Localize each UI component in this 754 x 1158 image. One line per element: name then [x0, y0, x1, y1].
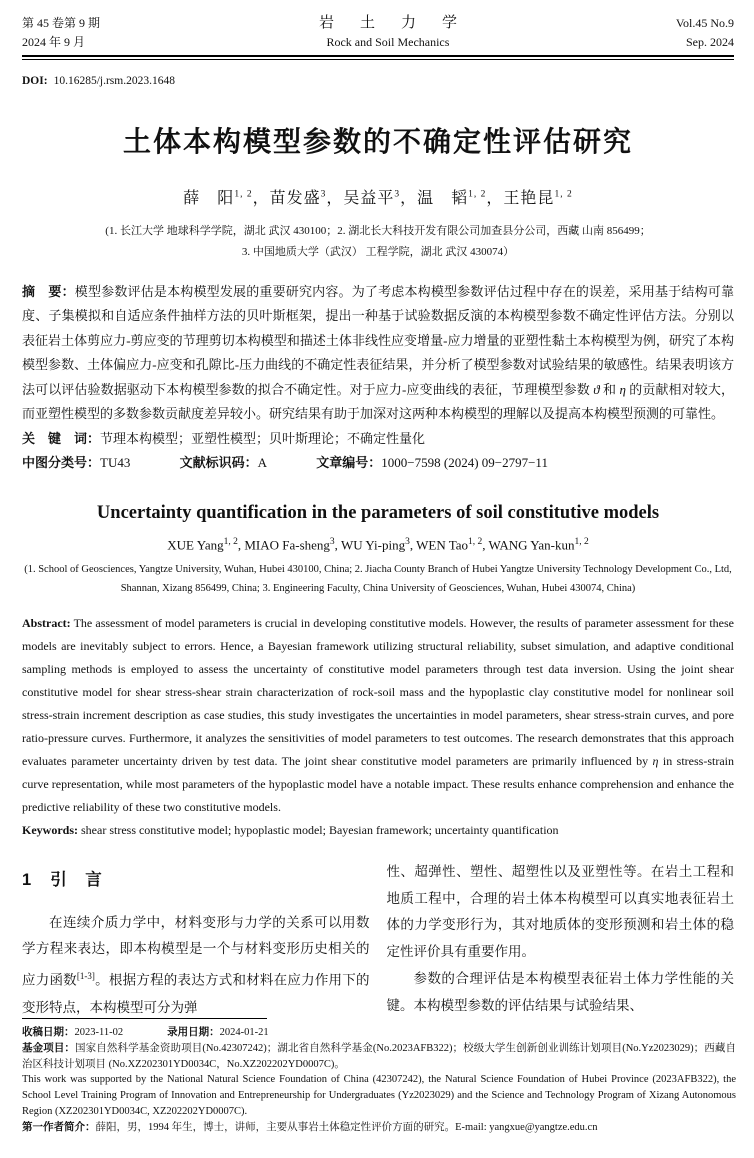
- affiliation-zh-line1: (1. 长江大学 地球科学学院，湖北 武汉 430100；2. 湖北长大科技开发有限公司加查县分公司，西藏 山南 856499；: [105, 224, 651, 237]
- header-volume-block: [676, 14, 734, 52]
- intro-paragraph-1: 在连续介质力学中，材料变形与力学的关系可以用数学方程来表达，即本构模型是一个与材料变形历史相关的应力函数[1-3]。根据方程的表达方式和材料在应力作用下的变形特点，本构模型可分为弹: [22, 914, 370, 1015]
- footnote-block: [22, 1018, 736, 1136]
- abstract-zh-label: 摘 要：: [22, 283, 75, 299]
- keywords-en-text: shear stress constitutive model; hypoplastic model; Bayesian framework; uncertainty quantification: [78, 822, 559, 837]
- clc-number: 中图分类号：TU43: [22, 455, 131, 470]
- article-number: 文章编号：1000−7598 (2024) 09−2797−11: [316, 455, 548, 470]
- paper-title-en: Uncertainty quantification in the parameters of soil constitutive models: [96, 502, 660, 523]
- funding-en-line: This work was supported by the National Natural Science Foundation of China (42307242), the Natural Science Foundation of Hubei Province (2023AFB322), the School Level Training Program of Innovation and Entrepreneurship for Undergraduates (Yz2023029) and the Science and Technology Program of Xizang Autonomous Region (XZ202301YD0034C, XZ202202YD0007C).: [22, 1074, 736, 1117]
- intro-columns: [22, 859, 734, 1021]
- theta-symbol: ϑ: [593, 381, 600, 397]
- header-issue-block: [22, 14, 100, 52]
- citation-ref: [1-3]: [76, 971, 95, 982]
- column-left: [22, 859, 370, 1021]
- eta-symbol-en: η: [652, 753, 659, 768]
- journal-title-zh: 岩土力学: [318, 15, 483, 31]
- column-right: [387, 859, 735, 1021]
- intro-paragraph-1-cont: 性、超弹性、塑性、超塑性以及亚塑性等。在岩土工程和地质工程中，合理的岩土体本构模型可以真实地表征岩土体的力学变形行为，其对地质体的变形预测和岩土体的稳定性评价具有重要作用。: [386, 863, 734, 960]
- paper-title-zh: 土体本构模型参数的不确定性评估研究: [122, 125, 633, 157]
- issue-date-zh: 2024 年 9 月: [22, 35, 86, 49]
- journal-header: [22, 14, 734, 52]
- issue-date-en: Sep. 2024: [686, 35, 734, 49]
- keywords-en-line: [22, 819, 734, 842]
- affiliations-en: (1. School of Geosciences, Yangtze University, Wuhan, Hubei 430100, China; 2. Jiacha County Branch of Hubei Yangtze University Technology Development Co., Ltd, Shannan, Xizang 856499, China; 3. Engineering Faculty, China University of Geosciences, Wuhan, Hubei 430074, China): [24, 563, 732, 594]
- received-date: 2023-11-02: [74, 1027, 124, 1038]
- keywords-en-label: Keywords:: [22, 822, 78, 837]
- intro-paragraph-2: 参数的合理评估是本构模型表征岩土体力学性能的关键。本构模型参数的评估结果与试验结果、: [386, 971, 734, 1013]
- section-1-heading: 1 引 言: [22, 870, 103, 889]
- header-divider: [22, 55, 734, 60]
- abstract-zh-text-1: 模型参数评估是本构模型发展的重要研究内容。为了考虑本构模型参数评估过程中存在的误差，采用基于结构可靠度、子集模拟和自适应条件抽样方法的贝叶斯框架，提出一种基于试验数据反演的本构模型参数不确定性评估方法。分别以表征岩土体剪应力-剪应变的节理剪切本构模型和描述土体非线性应变增量-应力增量的亚塑性黏土本构模型为例，研究了本构模型参数、土体偏应力-应变和孔隙比-压力曲线的不确定性表征结果，并分析了模型参数对试验结果的敏感性。结果表明该方法可以评估验数据驱动下本构模型参数的拟合不确定性。对于应力-应变曲线的表征，节理模型参数: [22, 283, 734, 397]
- volume-number-en: Vol.45 No.9: [675, 16, 734, 30]
- authors-zh: 薛 阳$^{1, 2}$，苗发盛$^3$，吴益平$^3$，温 韬$^{1, 2}$，王艳昆$^{1, 2}$: [183, 189, 573, 207]
- abstract-en-text-2: in stress-strain curve representation, while most parameters of the hypoplastic model have a notable impact. These results enhance comprehension and enhance the predictive reliability of these two constitutive models.: [22, 753, 735, 814]
- abstract-zh-text-mid: 和: [599, 381, 620, 397]
- classification-line: [22, 451, 734, 476]
- footnote-divider: [22, 1018, 267, 1019]
- journal-title-en: Rock and Soil Mechanics: [326, 35, 450, 49]
- accepted-date: 2024-01-21: [219, 1027, 269, 1038]
- document-code: 文献标识码：A: [179, 455, 268, 470]
- funding-zh-line: 基金项目：国家自然科学基金资助项目(No.42307242)；湖北省自然科学基金(No.2023AFB322)；校级大学生创新创业训练计划项目(No.Yz2023029)；西藏自治区科技计划项目 (No.XZ202301YD0034C，No.XZ202202YD0007C)。: [22, 1041, 736, 1070]
- abstract-zh: [22, 280, 734, 427]
- issue-number-zh: 第 45 卷第 9 期: [22, 16, 101, 30]
- abstract-en-label: Abstract:: [22, 615, 71, 630]
- author-bio-line: 第一作者简介：薛阳，男，1994 年生，博士，讲师，主要从事岩土体稳定性评价方面的研究。E-mail: yangxue@yangtze.edu.cn: [22, 1120, 598, 1133]
- journal-title-block: [293, 14, 483, 52]
- doi-value: 10.16285/j.rsm.2023.1648: [53, 74, 175, 87]
- keywords-zh-text: 节理本构模型；亚塑性模型；贝叶斯理论；不确定性量化: [100, 430, 426, 446]
- keywords-zh-label: 关 键 词：: [22, 430, 101, 446]
- author-email: yangxue@yangtze.edu.cn: [489, 1121, 598, 1133]
- doi-label: DOI:: [22, 74, 48, 87]
- affiliations-zh: [22, 221, 734, 263]
- dates-line: 收稿日期：2023-11-02 录用日期：2024-01-21: [22, 1026, 269, 1038]
- authors-en: XUE Yang$^{1, 2}$, MIAO Fa-sheng$^3$, WU Yi-ping$^3$, WEN Tao$^{1, 2}$, WANG Yan-kun$^{1, 2}$: [167, 536, 589, 552]
- abstract-zh-text-2: 的贡献相对较大，而亚塑性模型的多数参数贡献度差异较小。研究结果有助于加深对这两种本构模型的理解以及提高本构模型预测的可靠性。: [22, 381, 734, 421]
- affiliation-zh-line2: 3. 中国地质大学（武汉） 工程学院，湖北 武汉 430074）: [241, 245, 515, 258]
- abstract-en: [22, 612, 734, 819]
- doi-line: [22, 75, 734, 87]
- keywords-zh-line: [22, 427, 734, 452]
- abstract-en-text-1: The assessment of model parameters is crucial in developing constitutive models. However, the results of parameter assessment for these models are inevitably subject to errors. Hence, a Bayesian framework utilizing structural reliability, subset simulation, and adaptive conditional sampling methods is employed to assess the uncertainty of constitutive model parameters through test data inversion. Using the joint shear constitutive model for shear stress-shear strain characterization of rock-soil mass and the hypoplastic clay constitutive model for nonlinear soil stress-strain increment description as case studies, this study investigates the uncertainties in model parameters, shear stress-strain curves, and pore ratio-pressure curves. Furthermore, it analyzes the sensitivities of model parameters to test outcomes. The research demonstrates that this approach evaluates parameter uncertainty driven by test data. The joint shear constitutive model parameters are primarily influenced by: [22, 615, 734, 768]
- eta-symbol: η: [619, 381, 626, 397]
